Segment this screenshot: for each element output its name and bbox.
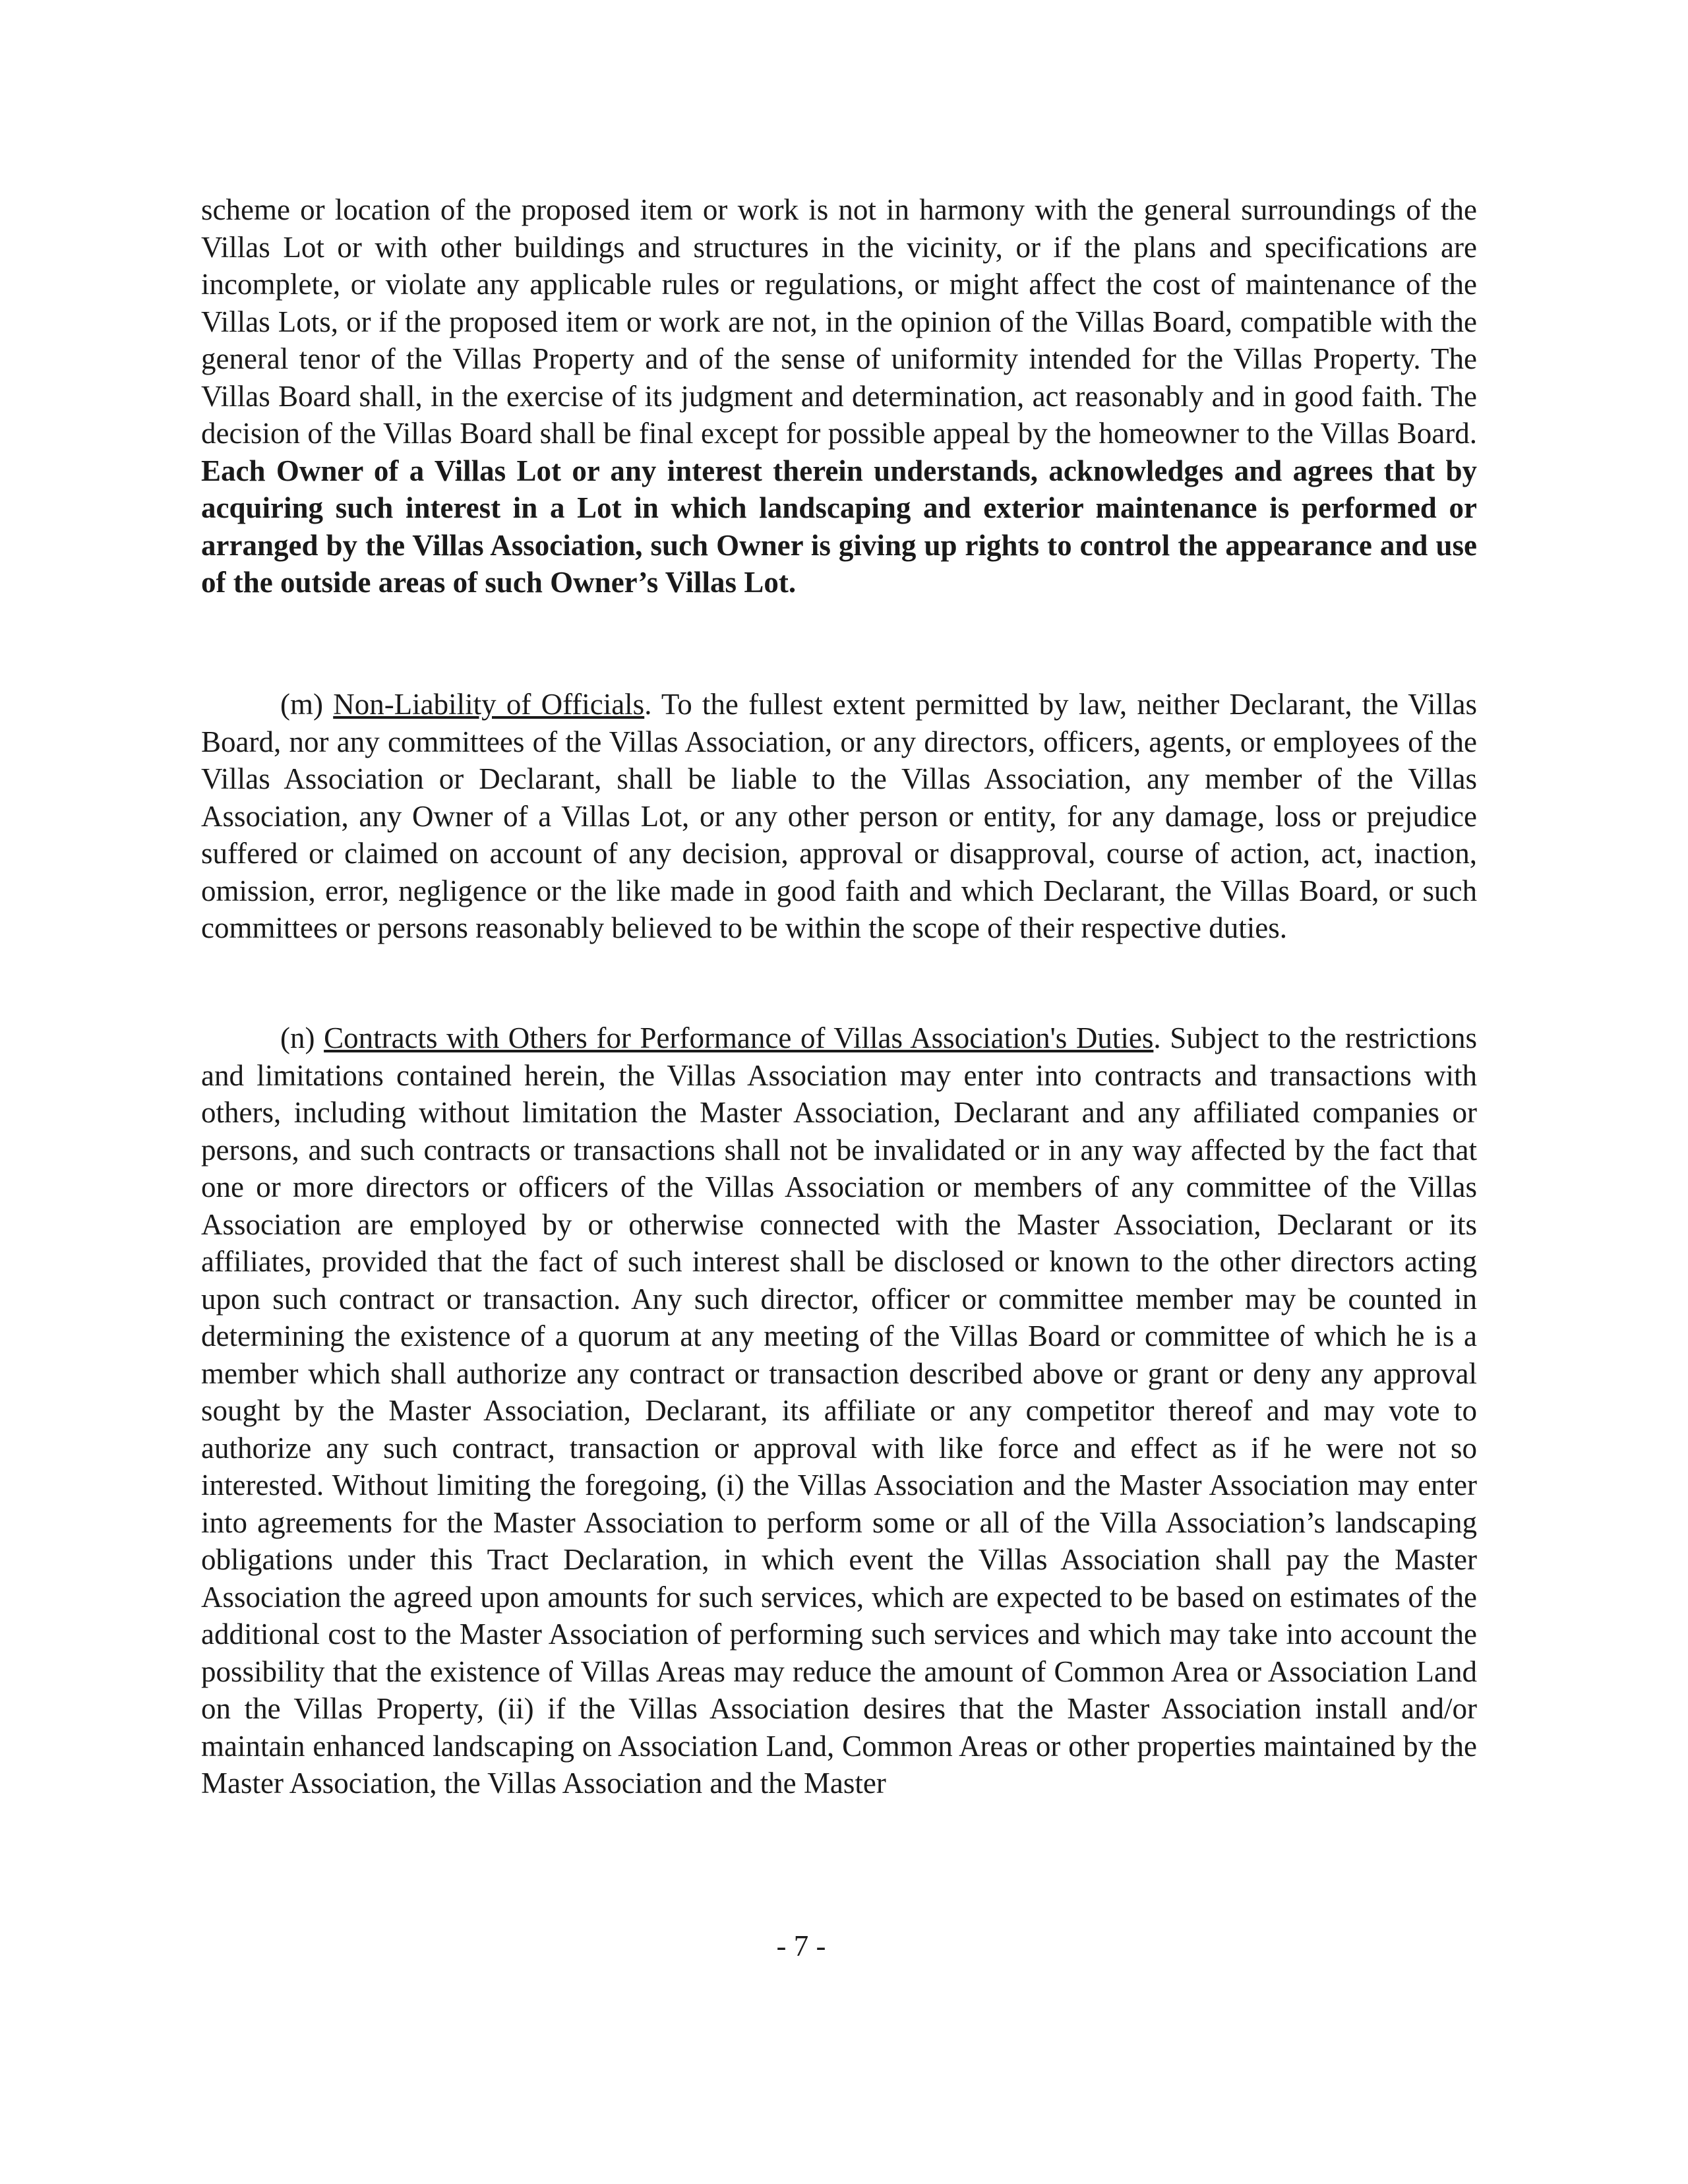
page-number: - 7 - [776, 1929, 826, 1962]
paragraph-n-marker: (n) [280, 1021, 315, 1054]
paragraph-m-marker: (m) [280, 688, 323, 721]
paragraph-m-text: To the fullest extent permitted by law, neither Declarant, the Villas Board, nor any committees of the Villas Association, or any directors, officers, agents, or employees of the Villas Association or Declarant, shall be liable to the Villas Association, any member of the Villas Association, any Owner of a Villas Lot, or any other person or entity, for any damage, loss or prejudice suffered or claimed on account of any decision, approval or disapproval, course of action, act, inaction, omission, error, negligence or the like made in good faith and which Declarant, the Villas Board, or such committees or persons reasonably believed to be within the scope of their respective duties. [201, 688, 1478, 944]
paragraph-m-heading: Non-Liability of Officials [333, 688, 645, 721]
paragraph-l [201, 191, 1477, 601]
paragraph-m: (m) Non-Liability of Officials. To the fullest extent permitted by law, neither Declarant, the Villas Board, nor any committees of the Villas Association, or any directors, officers, agents, or employees of the Villas Association or Declarant, shall be liable to the Villas Association, any member of the Villas Association, any Owner of a Villas Lot, or any other person or entity, for any damage, loss or prejudice suffered or claimed on account of any decision, approval or disapproval, course of action, act, inaction, omission, error, negligence or the like made in good faith and which Declarant, the Villas Board, or such committees or persons reasonably believed to be within the scope of their respective duties. [201, 688, 1478, 944]
paragraph-n-heading: Contracts with Others for Performance of Villas Association's Duties [324, 1021, 1154, 1054]
paragraph-l-text: scheme or location of the proposed item or work is not in harmony with the general surroundings of the Villas Lot or with other buildings and structures in the vicinity, or if the plans and specifications are incomplete, or violate any applicable rules or regulations, or might affect the cost of maintenance of the Villas Lots, or if the proposed item or work are not, in the opinion of the Villas Board, compatible with the general tenor of the Villas Property and of the sense of uniformity intended for the Villas Property. The Villas Board shall, in the exercise of its judgment and determination, act reasonably and in good faith. The decision of the Villas Board shall be final except for possible appeal by the homeowner to the Villas Board. [201, 193, 1477, 450]
paragraph-n: (n) Contracts with Others for Performance of Villas Association's Duties. Subject to the restrictions and limitations contained herein, the Villas Association may enter into contracts and transactions with others, including without limitation the Master Association, Declarant and any affiliated companies or persons, and such contracts or transactions shall not be invalidated or in any way affected by the fact that one or more directors or officers of the Villas Association or members of any committee of the Villas Association are employed by or otherwise connected with the Master Association, Declarant or its affiliates, provided that the fact of such interest shall be disclosed or known to the other directors acting upon such contract or transaction. Any such director, officer or committee member may be counted in determining the existence of a quorum at any meeting of the Villas Board or committee of which he is a member which shall authorize any contract or transaction described above or grant or deny any approval sought by the Master Association, Declarant, its affiliate or any competitor thereof and may vote to authorize any such contract, transaction or approval with like force and effect as if he were not so interested. Without limiting the foregoing, (i) the Villas Association and the Master Association may enter into agreements for the Master Association to perform some or all of the Villa Association’s landscaping obligations under this Tract Declaration, in which event the Villas Association shall pay the Master Association the agreed upon amounts for such services, which are expected to be based on estimates of the additional cost to the Master Association of performing such services and which may take into account the possibility that the existence of Villas Areas may reduce the amount of Common Area or Association Land on the Villas Property, (ii) if the Villas Association desires that the Master Association install and/or maintain enhanced landscaping on Association Land, Common Areas or other properties maintained by the Master Association, the Villas Association and the Master [201, 1021, 1477, 1800]
paragraph-n-text: Subject to the restrictions and limitations contained herein, the Villas Association may enter into contracts and transactions with others, including without limitation the Master Association, Declarant and any affiliated companies or persons, and such contracts or transactions shall not be invalidated or in any way affected by the fact that one or more directors or officers of the Villas Association or members of any committee of the Villas Association are employed by or otherwise connected with the Master Association, Declarant or its affiliates, provided that the fact of such interest shall be disclosed or known to the other directors acting upon such contract or transaction. Any such director, officer or committee member may be counted in determining the existence of a quorum at any meeting of the Villas Board or committee of which he is a member which shall authorize any contract or transaction described above or grant or deny any approval sought by the Master Association, Declarant, its affiliate or any competitor thereof and may vote to authorize any such contract, transaction or approval with like force and effect as if he were not so interested. Without limiting the foregoing, (i) the Villas Association and the Master Association may enter into agreements for the Master Association to perform some or all of the Villa Association’s landscaping obligations under this Tract Declaration, in which event the Villas Association shall pay the Master Association the agreed upon amounts for such services, which are expected to be based on estimates of the additional cost to the Master Association of performing such services and which may take into account the possibility that the existence of Villas Areas may reduce the amount of Common Area or Association Land on the Villas Property, (ii) if the Villas Association desires that the Master Association install and/or maintain enhanced landscaping on Association Land, Common Areas or other properties maintained by the Master Association, the Villas Association and the Master [201, 1021, 1477, 1800]
paragraph-l-bold-text: Each Owner of a Villas Lot or any interest therein understands, acknowledges and agrees that by acquiring such interest in a Lot in which landscaping and exterior maintenance is performed or arranged by the Villas Association, such Owner is giving up rights to control the appearance and use of the outside areas of such Owner’s Villas Lot. [201, 454, 1477, 599]
